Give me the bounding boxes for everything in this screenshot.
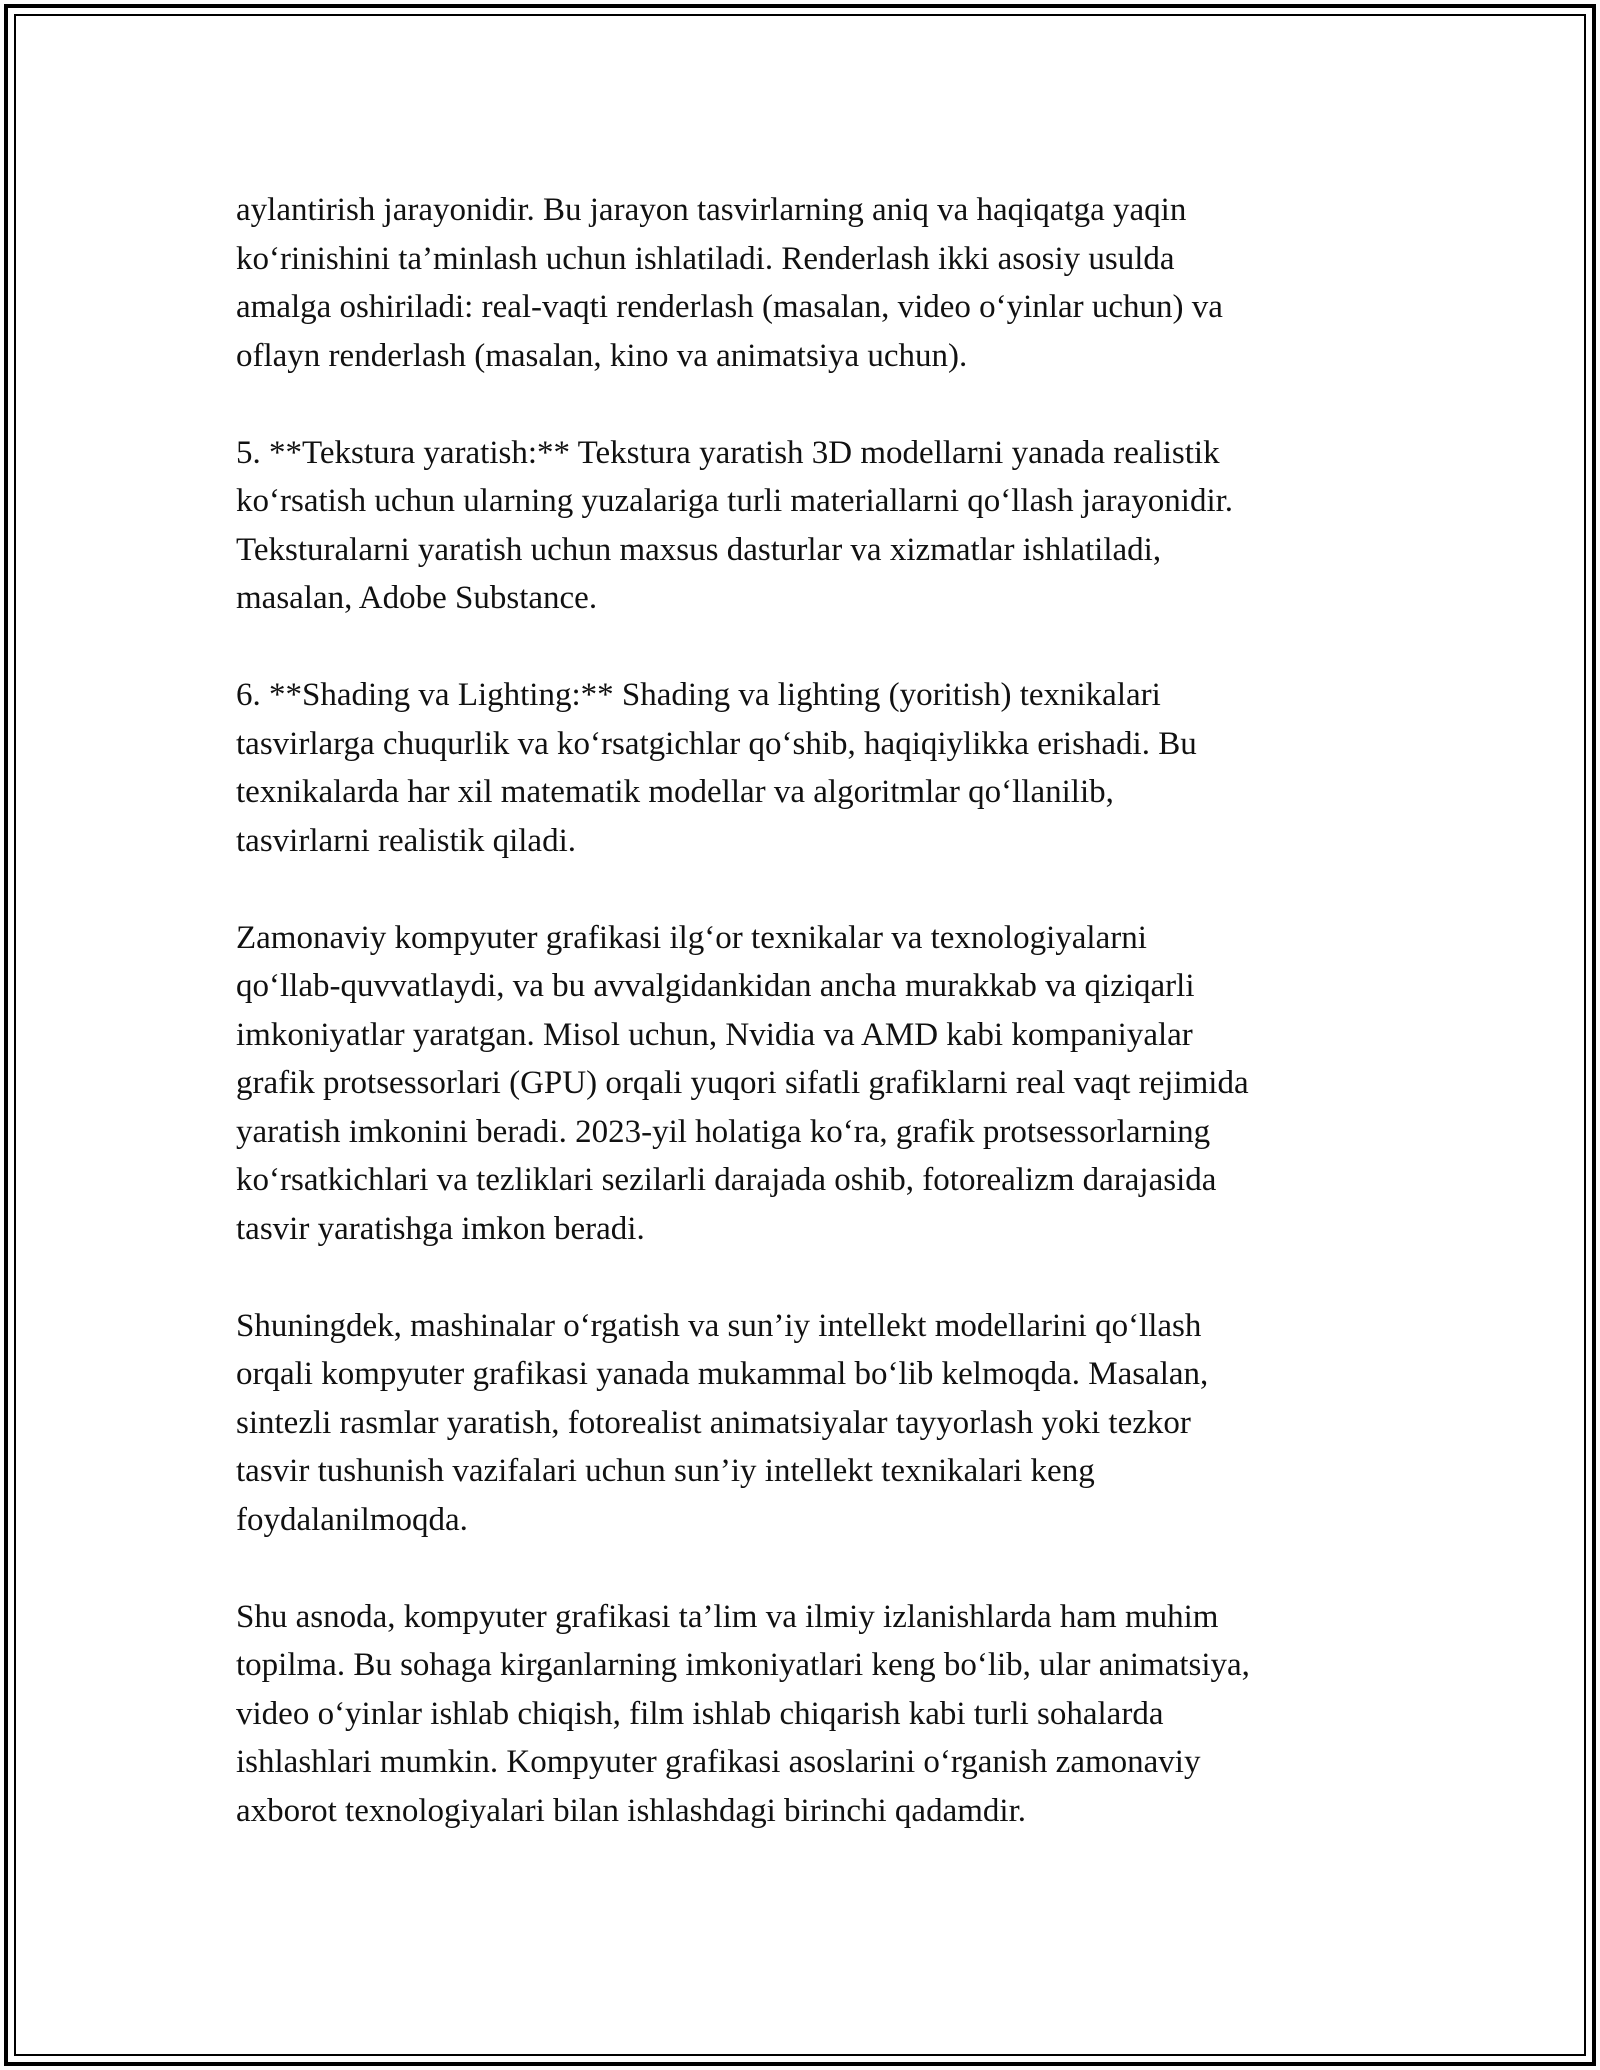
paragraph-modern-graphics: Zamonaviy kompyuter grafikasi ilg‘or texnikalar va texnologiyalarni qo‘llab-quvvatlaydi, va bu avvalgidankidan ancha murakkab va qiziqarli imkoniyatlar yaratgan. Misol uchun, Nvidia va AMD kabi kompaniyalar grafik protsessorlari (GPU) orqali yuqori sifatli grafiklarni real vaqt rejimida yaratish imkonini beradi. 2023-yil holatiga ko‘ra, grafik protsessorlarning ko‘rsatkichlari va tezliklari sezilarli darajada oshib, fotorealizm darajasida tasvir yaratishga imkon beradi. <box>236 919 1249 1247</box>
paragraph-texture-creation: 5. **Tekstura yaratish:** Tekstura yaratish 3D modellarni yanada realistik ko‘rsatish uchun ularning yuzalariga turli materiallarni qo‘llash jarayonidir. Teksturalarni yaratish uchun maxsus dasturlar va xizmatlar ishlatiladi, masalan, Adobe Substance. <box>236 434 1234 616</box>
paragraph-education-research: Shu asnoda, kompyuter grafikasi ta’lim va ilmiy izlanishlarda ham muhim topilma. Bu sohaga kirganlarning imkoniyatlari keng bo‘lib, ular animatsiya, video o‘yinlar ishlab chiqish, film ishlab chiqarish kabi turli sohalarda ishlashlari mumkin. Kompyuter grafikasi asoslarini o‘rganish zamonaviy axborot texnologiyalari bilan ishlashdagi birinchi qadamdir. <box>236 1598 1250 1829</box>
paragraph-machine-learning: Shuningdek, mashinalar o‘rgatish va sun’iy intellekt modellarini qo‘llash orqali kompyuter grafikasi yanada mukammal bo‘lib kelmoqda. Masalan, sintezli rasmlar yaratish, fotorealist animatsiyalar tayyorlash yoki tezkor tasvir tushunish vazifalari uchun sun’iy intellekt texnikalari keng foydalanilmoqda. <box>236 1307 1209 1538</box>
paragraph-shading-lighting: 6. **Shading va Lighting:** Shading va lighting (yoritish) texnikalari tasvirlarga chuqurlik va ko‘rsatgichlar qo‘shib, haqiqiylikka erishadi. Bu texnikalarda har xil matematik modellar va algoritmlar qo‘llanilib, tasvirlarni realistik qiladi. <box>236 677 1197 859</box>
document-body <box>236 186 1376 1884</box>
paragraph-rendering-continued: aylantirish jarayonidir. Bu jarayon tasvirlarning aniq va haqiqatga yaqin ko‘rinishini ta’minlash uchun ishlatiladi. Renderlash ikki asosiy usulda amalga oshiriladi: real-vaqti renderlash (masalan, video o‘yinlar uchun) va oflayn renderlash (masalan, kino va animatsiya uchun). <box>236 192 1223 374</box>
